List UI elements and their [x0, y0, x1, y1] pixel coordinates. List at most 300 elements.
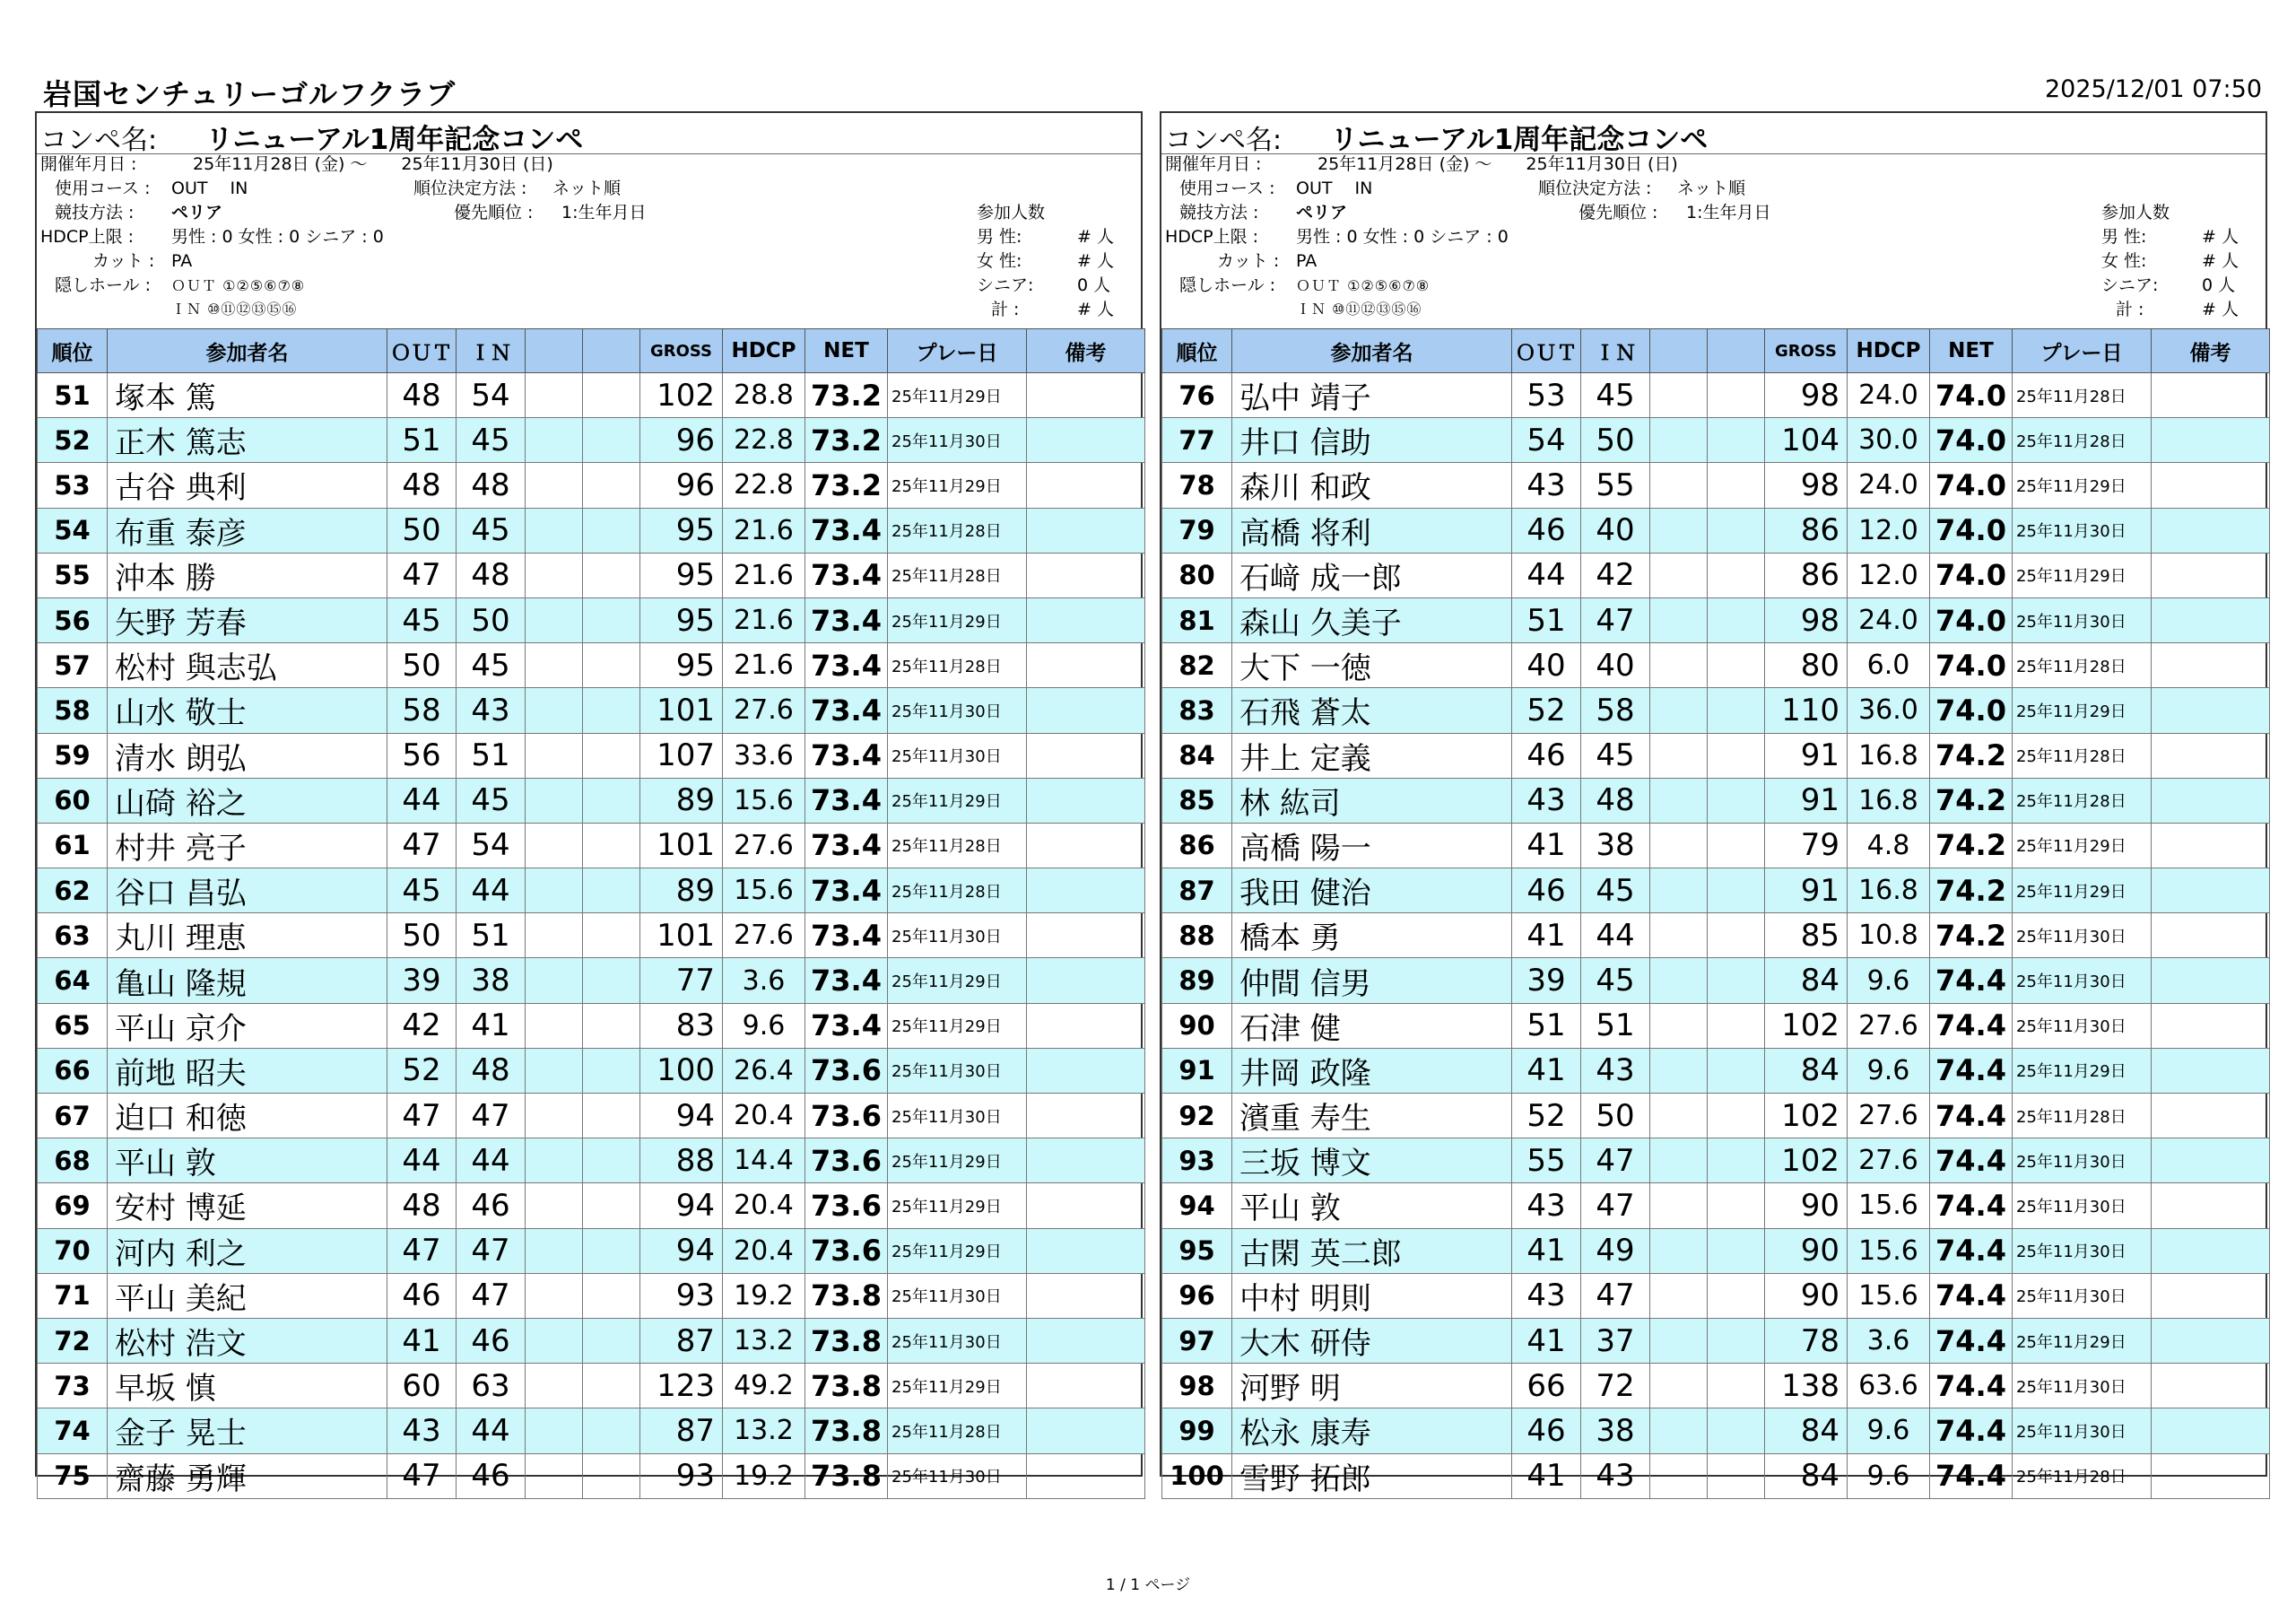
net-cell: 73.4 [805, 1003, 888, 1048]
in-cell: 51 [457, 913, 526, 958]
table-row [1162, 868, 2270, 913]
blank-cell [583, 913, 640, 958]
gross-cell: 77 [640, 958, 723, 1003]
rank-cell: 93 [1162, 1138, 1232, 1183]
remarks-cell [1027, 1318, 1145, 1363]
rank-cell: 70 [38, 1228, 108, 1273]
blank-cell [1708, 1273, 1765, 1318]
remarks-cell [2152, 463, 2270, 508]
net-cell: 74.4 [1930, 1094, 2013, 1138]
play-date-cell: 25年11月30日 [888, 688, 1027, 733]
gross-cell: 90 [1765, 1273, 1848, 1318]
blank-cell [583, 1183, 640, 1228]
blank-cell [583, 418, 640, 463]
gross-cell: 101 [640, 688, 723, 733]
play-date-cell: 25年11月29日 [888, 1228, 1027, 1273]
table-row [38, 1273, 1145, 1318]
hdcp-cell: 27.6 [1848, 1003, 1930, 1048]
hdcp-cell: 36.0 [1848, 688, 1930, 733]
hdcp-cell: 15.6 [1848, 1183, 1930, 1228]
blank-cell [526, 1048, 583, 1093]
remarks-cell [1027, 1094, 1145, 1138]
net-cell: 74.0 [1930, 553, 2013, 597]
competition-title [1165, 117, 1708, 157]
play-date-cell: 25年11月30日 [2013, 913, 2152, 958]
out-cell: 43 [1512, 1183, 1581, 1228]
rank-cell: 88 [1162, 913, 1232, 958]
name-cell: 谷口 昌弘 [108, 868, 387, 913]
blank-cell [583, 553, 640, 597]
gross-cell: 102 [1765, 1094, 1848, 1138]
col-blank [526, 329, 583, 373]
out-cell: 51 [1512, 1003, 1581, 1048]
remarks-cell [2152, 508, 2270, 553]
table-row [1162, 1138, 2270, 1183]
blank-cell [1708, 733, 1765, 778]
rank-cell: 53 [38, 463, 108, 508]
col-out: ＯＵＴ [387, 329, 457, 373]
out-cell: 52 [387, 1048, 457, 1093]
out-cell: 41 [1512, 913, 1581, 958]
table-row [1162, 823, 2270, 868]
table-header [38, 329, 1145, 373]
out-cell: 46 [1512, 1408, 1581, 1453]
play-date-cell: 25年11月29日 [888, 958, 1027, 1003]
page-number: 1 / 1 ページ [1105, 1576, 1191, 1594]
rank-method-value: ネット順 [1677, 179, 1746, 198]
hdcp-cell: 30.0 [1848, 418, 1930, 463]
net-cell: 74.4 [1930, 1453, 2013, 1498]
blank-cell [526, 1408, 583, 1453]
remarks-cell [2152, 823, 2270, 868]
senior-label: シニア: [977, 275, 1034, 295]
hdcp-cell: 15.6 [1848, 1228, 1930, 1273]
net-cell: 74.0 [1930, 643, 2013, 688]
blank-cell [526, 868, 583, 913]
in-cell: 45 [457, 778, 526, 823]
hdcp-cell: 9.6 [1848, 1408, 1930, 1453]
table-row [1162, 1364, 2270, 1408]
table-row [38, 1453, 1145, 1498]
table-row [38, 1003, 1145, 1048]
gross-cell: 89 [640, 868, 723, 913]
rank-cell: 85 [1162, 778, 1232, 823]
hdcp-cell: 33.6 [723, 733, 805, 778]
play-date-cell: 25年11月30日 [2013, 1183, 2152, 1228]
blank-cell [583, 643, 640, 688]
gross-cell: 94 [640, 1094, 723, 1138]
date-value: 25年11月28日 (金) ～ 25年11月30日 (日) [193, 154, 553, 174]
net-cell: 74.4 [1930, 1183, 2013, 1228]
in-cell: 42 [1581, 553, 1650, 597]
blank-cell [1708, 1364, 1765, 1408]
participants-label: 参加人数 [2101, 203, 2170, 222]
play-date-cell: 25年11月30日 [2013, 958, 2152, 1003]
table-row [1162, 418, 2270, 463]
play-date-cell: 25年11月30日 [888, 1318, 1027, 1363]
blank-cell [1650, 1318, 1708, 1363]
table-row [1162, 1453, 2270, 1498]
col-in: ＩＮ [457, 329, 526, 373]
printed-datetime: 2025/12/01 07:50 [2044, 75, 2262, 103]
name-cell: 村井 亮子 [108, 823, 387, 868]
gross-cell: 91 [1765, 778, 1848, 823]
hdcp-cell: 21.6 [723, 508, 805, 553]
play-date-cell: 25年11月29日 [888, 778, 1027, 823]
net-cell: 73.4 [805, 553, 888, 597]
play-date-cell: 25年11月28日 [2013, 643, 2152, 688]
competition-info [37, 113, 1141, 329]
col-gross: GROSS [1765, 329, 1848, 373]
table-row [1162, 1003, 2270, 1048]
senior-label: シニア: [2101, 275, 2159, 295]
in-cell: 47 [457, 1094, 526, 1138]
name-cell: 塚本 篤 [108, 373, 387, 418]
date-label: 開催年月日 : [40, 154, 137, 174]
hdcp-cell: 9.6 [1848, 958, 1930, 1003]
remarks-cell [1027, 1408, 1145, 1453]
in-cell: 41 [457, 1003, 526, 1048]
hdcp-label: HDCP上限 : [40, 227, 135, 247]
net-cell: 74.4 [1930, 1273, 2013, 1318]
blank-cell [583, 958, 640, 1003]
net-cell: 74.2 [1930, 823, 2013, 868]
gross-cell: 95 [640, 553, 723, 597]
rank-cell: 90 [1162, 1003, 1232, 1048]
net-cell: 74.4 [1930, 1228, 2013, 1273]
play-date-cell: 25年11月28日 [888, 868, 1027, 913]
net-cell: 73.4 [805, 913, 888, 958]
in-cell: 45 [1581, 958, 1650, 1003]
rank-cell: 98 [1162, 1364, 1232, 1408]
hdcp-cell: 16.8 [1848, 868, 1930, 913]
rank-cell: 56 [38, 597, 108, 642]
blank-cell [1650, 823, 1708, 868]
in-cell: 47 [1581, 1183, 1650, 1228]
female-label: 女 性: [977, 251, 1022, 271]
table-row [38, 1364, 1145, 1408]
play-date-cell: 25年11月30日 [2013, 1364, 2152, 1408]
gross-cell: 95 [640, 643, 723, 688]
name-cell: 井岡 政隆 [1232, 1048, 1512, 1093]
rank-cell: 62 [38, 868, 108, 913]
in-cell: 47 [457, 1273, 526, 1318]
hdcp-cell: 63.6 [1848, 1364, 1930, 1408]
rank-cell: 82 [1162, 643, 1232, 688]
net-cell: 73.6 [805, 1094, 888, 1138]
name-cell: 平山 敦 [1232, 1183, 1512, 1228]
gross-cell: 104 [1765, 418, 1848, 463]
table-row [1162, 1048, 2270, 1093]
remarks-cell [2152, 597, 2270, 642]
remarks-cell [2152, 1364, 2270, 1408]
hdcp-cell: 27.6 [1848, 1138, 1930, 1183]
name-cell: 仲間 信男 [1232, 958, 1512, 1003]
out-cell: 48 [387, 463, 457, 508]
blank-cell [526, 1318, 583, 1363]
in-cell: 54 [457, 373, 526, 418]
name-cell: 我田 健治 [1232, 868, 1512, 913]
blank-cell [1708, 597, 1765, 642]
name-cell: 安村 博延 [108, 1183, 387, 1228]
gross-cell: 123 [640, 1364, 723, 1408]
blank-cell [1650, 1048, 1708, 1093]
hdcp-cell: 9.6 [723, 1003, 805, 1048]
name-cell: 亀山 隆規 [108, 958, 387, 1003]
in-cell: 47 [1581, 597, 1650, 642]
rank-cell: 58 [38, 688, 108, 733]
name-cell: 弘中 靖子 [1232, 373, 1512, 418]
in-cell: 72 [1581, 1364, 1650, 1408]
gross-cell: 84 [1765, 958, 1848, 1003]
out-cell: 41 [387, 1318, 457, 1363]
remarks-cell [2152, 643, 2270, 688]
net-cell: 74.4 [1930, 1318, 2013, 1363]
blank-cell [1650, 1228, 1708, 1273]
in-cell: 50 [457, 597, 526, 642]
blank-cell [1650, 733, 1708, 778]
hdcp-cell: 21.6 [723, 597, 805, 642]
blank-cell [1708, 778, 1765, 823]
rank-cell: 79 [1162, 508, 1232, 553]
name-cell: 雪野 拓郎 [1232, 1453, 1512, 1498]
table-row [38, 1228, 1145, 1273]
in-cell: 44 [457, 1408, 526, 1453]
rank-cell: 72 [38, 1318, 108, 1363]
blank-cell [1650, 1453, 1708, 1498]
date-row [1165, 154, 1261, 174]
play-date-cell: 25年11月29日 [888, 463, 1027, 508]
total-value: # 人 [2202, 300, 2239, 319]
table-row [38, 1094, 1145, 1138]
priority-label: 優先順位 : [1578, 203, 1658, 222]
rank-cell: 89 [1162, 958, 1232, 1003]
blank-cell [526, 418, 583, 463]
out-cell: 43 [1512, 1273, 1581, 1318]
in-cell: 43 [1581, 1048, 1650, 1093]
play-date-cell: 25年11月30日 [888, 1273, 1027, 1318]
play-date-cell: 25年11月28日 [888, 553, 1027, 597]
rank-cell: 97 [1162, 1318, 1232, 1363]
table-row [38, 823, 1145, 868]
out-cell: 50 [387, 508, 457, 553]
out-cell: 45 [387, 597, 457, 642]
results-table [37, 328, 1145, 1499]
remarks-cell [1027, 1003, 1145, 1048]
rank-cell: 57 [38, 643, 108, 688]
play-date-cell: 25年11月30日 [2013, 1408, 2152, 1453]
gross-cell: 86 [1765, 508, 1848, 553]
play-date-cell: 25年11月30日 [888, 418, 1027, 463]
rank-cell: 81 [1162, 597, 1232, 642]
results-panel-right [1160, 111, 2267, 1497]
blank-cell [1708, 418, 1765, 463]
play-date-cell: 25年11月29日 [2013, 1048, 2152, 1093]
priority-value: 1:生年月日 [561, 203, 647, 222]
in-cell: 44 [1581, 913, 1650, 958]
col-rank: 順位 [1162, 329, 1232, 373]
date-label: 開催年月日 : [1165, 154, 1262, 174]
name-cell: 齋藤 勇輝 [108, 1453, 387, 1498]
net-cell: 74.0 [1930, 373, 2013, 418]
table-row [1162, 733, 2270, 778]
out-cell: 46 [1512, 868, 1581, 913]
hdcp-cell: 4.8 [1848, 823, 1930, 868]
gross-cell: 93 [640, 1453, 723, 1498]
net-cell: 73.4 [805, 597, 888, 642]
net-cell: 73.6 [805, 1048, 888, 1093]
table-row [1162, 1273, 2270, 1318]
in-cell: 54 [457, 823, 526, 868]
net-cell: 74.2 [1930, 868, 2013, 913]
female-label: 女 性: [2101, 251, 2147, 271]
hdcp-cell: 15.6 [723, 778, 805, 823]
blank-cell [583, 1273, 640, 1318]
hdcp-cell: 13.2 [723, 1318, 805, 1363]
blank-cell [1650, 868, 1708, 913]
remarks-cell [1027, 597, 1145, 642]
in-cell: 55 [1581, 463, 1650, 508]
gross-cell: 84 [1765, 1408, 1848, 1453]
blank-cell [1650, 553, 1708, 597]
blank-cell [1708, 823, 1765, 868]
play-date-cell: 25年11月30日 [2013, 1228, 2152, 1273]
hdcp-cell: 27.6 [723, 823, 805, 868]
in-cell: 50 [1581, 418, 1650, 463]
blank-cell [1708, 868, 1765, 913]
table-row [1162, 373, 2270, 418]
blank-cell [583, 463, 640, 508]
table-row [1162, 1408, 2270, 1453]
blank-cell [1650, 1364, 1708, 1408]
hdcp-cell: 9.6 [1848, 1453, 1930, 1498]
participants-label: 参加人数 [977, 203, 1046, 222]
play-date-cell: 25年11月30日 [2013, 1003, 2152, 1048]
total-label: 計 : [991, 300, 1020, 319]
blank-cell [1708, 913, 1765, 958]
out-cell: 56 [387, 733, 457, 778]
out-cell: 60 [387, 1364, 457, 1408]
play-date-cell: 25年11月29日 [888, 373, 1027, 418]
net-cell: 74.0 [1930, 688, 2013, 733]
name-cell: 金子 晃士 [108, 1408, 387, 1453]
in-cell: 51 [1581, 1003, 1650, 1048]
name-cell: 河野 明 [1232, 1364, 1512, 1408]
blank-cell [1708, 688, 1765, 733]
table-row [38, 913, 1145, 958]
rank-cell: 76 [1162, 373, 1232, 418]
blank-cell [526, 958, 583, 1003]
in-cell: 45 [1581, 373, 1650, 418]
cut-label: カット : [92, 251, 155, 271]
gross-cell: 90 [1765, 1183, 1848, 1228]
rank-cell: 75 [38, 1453, 108, 1498]
blank-cell [1650, 373, 1708, 418]
results-panel-left [35, 111, 1143, 1497]
net-cell: 73.4 [805, 733, 888, 778]
net-cell: 73.8 [805, 1408, 888, 1453]
blank-cell [1708, 1094, 1765, 1138]
in-cell: 51 [457, 733, 526, 778]
competition-title [40, 117, 583, 157]
col-net: NET [1930, 329, 2013, 373]
cut-label: カット : [1217, 251, 1280, 271]
rank-cell: 80 [1162, 553, 1232, 597]
net-cell: 74.2 [1930, 733, 2013, 778]
play-date-cell: 25年11月30日 [888, 733, 1027, 778]
course-label: 使用コース : [1179, 179, 1275, 198]
blank-cell [526, 1003, 583, 1048]
rank-cell: 55 [38, 553, 108, 597]
blank-cell [1708, 1453, 1765, 1498]
out-cell: 50 [387, 643, 457, 688]
date-row [40, 154, 136, 174]
rank-cell: 84 [1162, 733, 1232, 778]
blank-cell [526, 597, 583, 642]
hdcp-cell: 20.4 [723, 1228, 805, 1273]
table-row [38, 597, 1145, 642]
play-date-cell: 25年11月28日 [888, 1408, 1027, 1453]
female-value: # 人 [1077, 251, 1114, 271]
name-cell: 古谷 典利 [108, 463, 387, 508]
col-play-date: プレー日 [888, 329, 1027, 373]
name-cell: 丸川 理恵 [108, 913, 387, 958]
hdcp-cell: 6.0 [1848, 643, 1930, 688]
remarks-cell [1027, 643, 1145, 688]
out-cell: 39 [1512, 958, 1581, 1003]
blank-cell [1708, 1408, 1765, 1453]
play-date-cell: 25年11月30日 [2013, 597, 2152, 642]
name-cell: 中村 明則 [1232, 1273, 1512, 1318]
blank-cell [1708, 1318, 1765, 1363]
gross-cell: 102 [1765, 1003, 1848, 1048]
net-cell: 73.8 [805, 1364, 888, 1408]
blank-cell [1650, 1183, 1708, 1228]
rank-cell: 94 [1162, 1183, 1232, 1228]
out-cell: 39 [387, 958, 457, 1003]
gross-cell: 107 [640, 733, 723, 778]
blank-cell [583, 1228, 640, 1273]
total-label: 計 : [2116, 300, 2144, 319]
table-row [38, 373, 1145, 418]
hdcp-cell: 22.8 [723, 418, 805, 463]
remarks-cell [2152, 958, 2270, 1003]
blank-cell [1708, 958, 1765, 1003]
table-row [38, 958, 1145, 1003]
in-cell: 48 [457, 463, 526, 508]
remarks-cell [2152, 418, 2270, 463]
play-date-cell: 25年11月28日 [2013, 418, 2152, 463]
in-cell: 47 [1581, 1138, 1650, 1183]
name-cell: 沖本 勝 [108, 553, 387, 597]
name-cell: 高橋 将利 [1232, 508, 1512, 553]
gross-cell: 88 [640, 1138, 723, 1183]
blank-cell [526, 688, 583, 733]
blank-cell [1650, 1003, 1708, 1048]
net-cell: 74.2 [1930, 913, 2013, 958]
gross-cell: 85 [1765, 913, 1848, 958]
blank-cell [526, 1138, 583, 1183]
blank-cell [1650, 913, 1708, 958]
net-cell: 74.4 [1930, 1048, 2013, 1093]
rank-cell: 60 [38, 778, 108, 823]
male-label: 男 性: [2101, 227, 2147, 247]
play-date-cell: 25年11月30日 [888, 1453, 1027, 1498]
rank-cell: 87 [1162, 868, 1232, 913]
table-row [1162, 597, 2270, 642]
cut-value: PA [1296, 251, 1318, 271]
remarks-cell [1027, 1048, 1145, 1093]
